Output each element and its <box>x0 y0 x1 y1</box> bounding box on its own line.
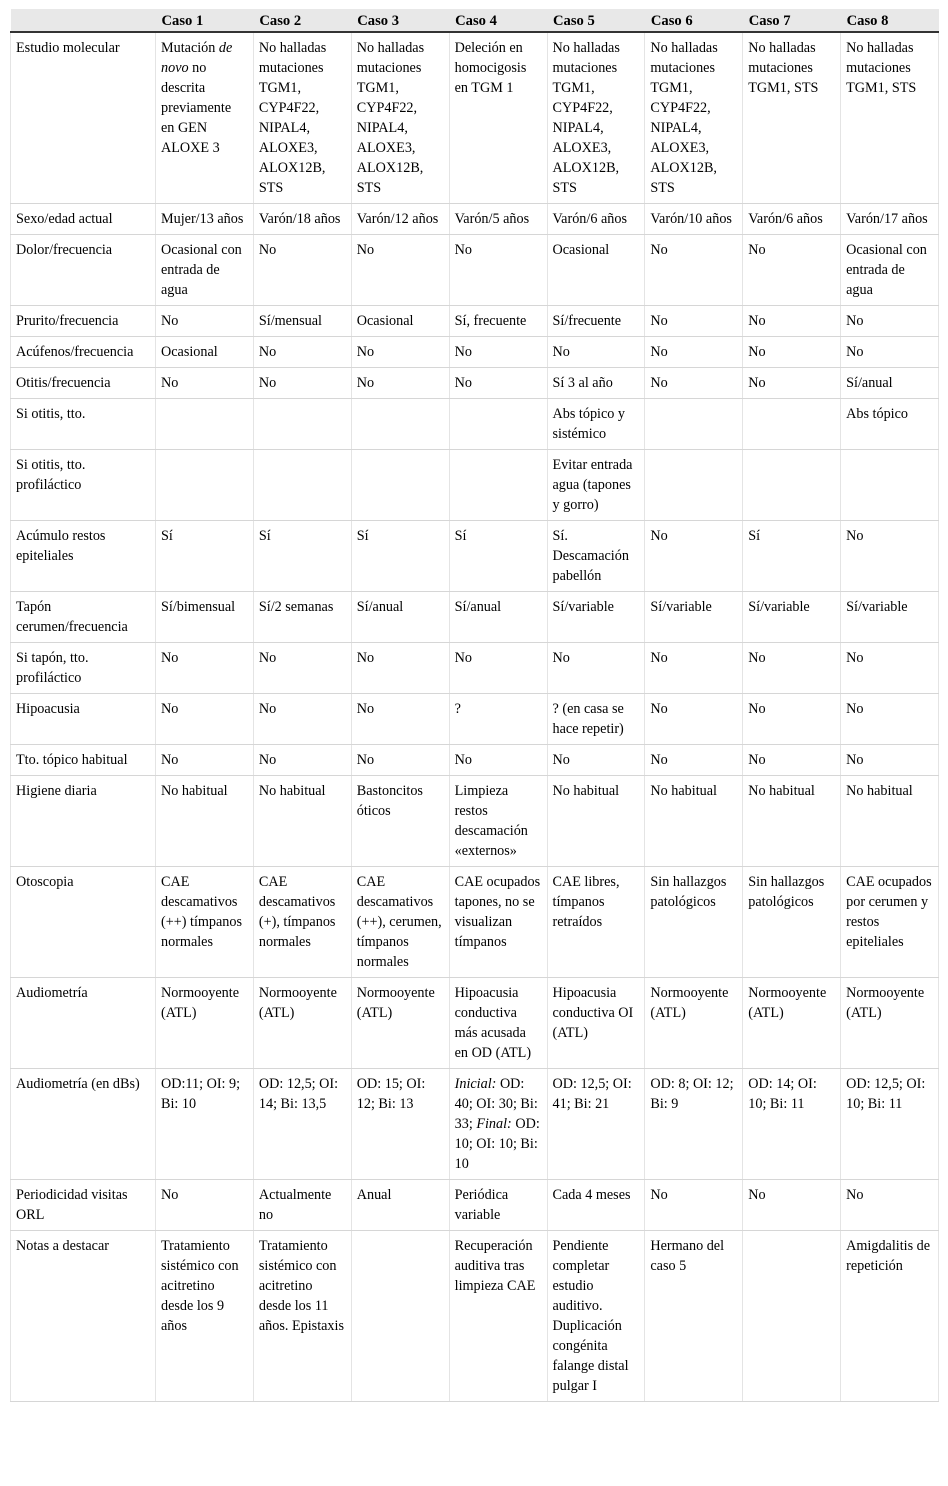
table-row <box>11 1180 939 1231</box>
table-cell-caso-8 <box>841 450 939 521</box>
table-body <box>11 32 939 1402</box>
table-cell-caso-4: Sí, frecuente <box>449 306 547 337</box>
table-cell-caso-6: No <box>645 1180 743 1231</box>
table-cell-caso-4: Inicial: OD: 40; OI: 30; Bi: 33; Final: OD: 10; OI: 10; Bi: 10 <box>449 1069 547 1180</box>
table-cell-caso-1: No <box>156 643 254 694</box>
table-cell-caso-6: No <box>645 521 743 592</box>
table-cell-caso-7 <box>743 450 841 521</box>
table-cell-caso-6: No habitual <box>645 776 743 867</box>
table-cell-caso-7: No halladas mutaciones TGM1, STS <box>743 32 841 204</box>
table-cell-caso-1: No <box>156 694 254 745</box>
table-cell-caso-4: Hipoacusia conductiva más acusada en OD (ATL) <box>449 978 547 1069</box>
table-cell-caso-4: Deleción en homocigosis en TGM 1 <box>449 32 547 204</box>
table-cell-caso-7: No <box>743 306 841 337</box>
table-cell-caso-3 <box>351 399 449 450</box>
table-cell-caso-5: Hipoacusia conductiva OI (ATL) <box>547 978 645 1069</box>
table-row <box>11 1069 939 1180</box>
table-cell-caso-5: CAE libres, tímpanos retraídos <box>547 867 645 978</box>
table-cell-caso-8: No <box>841 1180 939 1231</box>
table-cell-caso-3: No <box>351 643 449 694</box>
table-cell-caso-7: No <box>743 337 841 368</box>
table-cell-caso-3: Varón/12 años <box>351 204 449 235</box>
header-cell-caso-8: Caso 8 <box>841 10 939 33</box>
table-cell-caso-2: Sí/mensual <box>253 306 351 337</box>
table-cell-caso-2 <box>253 450 351 521</box>
table-cell-caso-1: Sí <box>156 521 254 592</box>
table-cell-caso-6: No <box>645 643 743 694</box>
table-row <box>11 204 939 235</box>
table-cell-caso-8: No <box>841 337 939 368</box>
table-cell-caso-3: Ocasional <box>351 306 449 337</box>
table-cell-caso-1: Ocasional con entrada de agua <box>156 235 254 306</box>
table-cell-caso-4: Varón/5 años <box>449 204 547 235</box>
table-cell-caso-8: Sí/variable <box>841 592 939 643</box>
row-label: Hipoacusia <box>11 694 156 745</box>
table-cell-caso-2: No <box>253 745 351 776</box>
table-cell-caso-2: OD: 12,5; OI: 14; Bi: 13,5 <box>253 1069 351 1180</box>
table-row <box>11 368 939 399</box>
table-cell-caso-1: No <box>156 306 254 337</box>
table-cell-caso-2: Actualmente no <box>253 1180 351 1231</box>
table-row <box>11 592 939 643</box>
table-cell-caso-3: No <box>351 235 449 306</box>
table-cell-caso-7: Sin hallazgos patológicos <box>743 867 841 978</box>
table-cell-caso-4 <box>449 399 547 450</box>
table-cell-caso-5: Sí/variable <box>547 592 645 643</box>
table-cell-caso-5: OD: 12,5; OI: 41; Bi: 21 <box>547 1069 645 1180</box>
header-cell-caso-2: Caso 2 <box>253 10 351 33</box>
table-cell-caso-2: No <box>253 337 351 368</box>
header-row <box>11 10 939 33</box>
table-cell-caso-4: No <box>449 745 547 776</box>
table-cell-caso-4: No <box>449 368 547 399</box>
table-cell-caso-5: ? (en casa se hace repetir) <box>547 694 645 745</box>
table-cell-caso-2: Tratamiento sistémico con acitretino desde los 11 años. Epistaxis <box>253 1231 351 1402</box>
row-label: Tapón cerumen/frecuencia <box>11 592 156 643</box>
table-cell-caso-4: Sí/anual <box>449 592 547 643</box>
table-cell-caso-8: No <box>841 643 939 694</box>
table-cell-caso-2: No <box>253 694 351 745</box>
table-cell-caso-3 <box>351 450 449 521</box>
table-cell-caso-8: No <box>841 745 939 776</box>
table-cell-caso-2: CAE descamativos (+), tímpanos normales <box>253 867 351 978</box>
table-cell-caso-4: No <box>449 337 547 368</box>
table-cell-caso-2: No halladas mutaciones TGM1, CYP4F22, NIPAL4, ALOXE3, ALOX12B, STS <box>253 32 351 204</box>
table-cell-caso-4: Sí <box>449 521 547 592</box>
row-label: Otitis/frecuencia <box>11 368 156 399</box>
table-cell-caso-1: Normooyente (ATL) <box>156 978 254 1069</box>
table-cell-caso-2: No <box>253 368 351 399</box>
table-cell-caso-7: No <box>743 694 841 745</box>
table-cell-caso-2: Varón/18 años <box>253 204 351 235</box>
table-cell-caso-6: Sí/variable <box>645 592 743 643</box>
header-cell-empty <box>11 10 156 33</box>
table-cell-caso-5: Pendiente completar estudio auditivo. Duplicación congénita falange distal pulgar I <box>547 1231 645 1402</box>
row-label: Dolor/frecuencia <box>11 235 156 306</box>
table-cell-caso-6: No <box>645 694 743 745</box>
table-cell-caso-4: CAE ocupados tapones, no se visualizan tímpanos <box>449 867 547 978</box>
table-cell-caso-6: No <box>645 745 743 776</box>
table-cell-caso-8: CAE ocupados por cerumen y restos epiteliales <box>841 867 939 978</box>
table-cell-caso-8: No halladas mutaciones TGM1, STS <box>841 32 939 204</box>
header-cell-caso-3: Caso 3 <box>351 10 449 33</box>
table-cell-caso-2: No <box>253 643 351 694</box>
row-label: Audiometría (en dBs) <box>11 1069 156 1180</box>
table-cell-caso-1: OD:11; OI: 9; Bi: 10 <box>156 1069 254 1180</box>
table-cell-caso-5: No <box>547 643 645 694</box>
row-label: Si tapón, tto. profiláctico <box>11 643 156 694</box>
table-cell-caso-2: Sí/2 semanas <box>253 592 351 643</box>
table-row <box>11 235 939 306</box>
table-cell-caso-5: Sí 3 al año <box>547 368 645 399</box>
table-cell-caso-7 <box>743 1231 841 1402</box>
table-cell-caso-3: Sí/anual <box>351 592 449 643</box>
row-label: Prurito/frecuencia <box>11 306 156 337</box>
table-row <box>11 32 939 204</box>
table-cell-caso-3: OD: 15; OI: 12; Bi: 13 <box>351 1069 449 1180</box>
table-header <box>11 10 939 33</box>
table-cell-caso-6: No <box>645 306 743 337</box>
table-cell-caso-8: No <box>841 694 939 745</box>
table-cell-caso-5: Abs tópico y sistémico <box>547 399 645 450</box>
table-cell-caso-6: No <box>645 337 743 368</box>
header-cell-caso-5: Caso 5 <box>547 10 645 33</box>
table-cell-caso-3: Anual <box>351 1180 449 1231</box>
row-label: Tto. tópico habitual <box>11 745 156 776</box>
clinical-cases-table <box>10 9 939 1402</box>
table-cell-caso-2 <box>253 399 351 450</box>
row-label: Periodicidad visitas ORL <box>11 1180 156 1231</box>
table-row <box>11 1231 939 1402</box>
table-cell-caso-3: No <box>351 368 449 399</box>
row-label: Estudio molecular <box>11 32 156 204</box>
row-label: Higiene diaria <box>11 776 156 867</box>
table-cell-caso-7: OD: 14; OI: 10; Bi: 11 <box>743 1069 841 1180</box>
table-row <box>11 694 939 745</box>
table-row <box>11 521 939 592</box>
table-cell-caso-5: Ocasional <box>547 235 645 306</box>
table-cell-caso-2: Normooyente (ATL) <box>253 978 351 1069</box>
table-cell-caso-4 <box>449 450 547 521</box>
table-cell-caso-3: Normooyente (ATL) <box>351 978 449 1069</box>
table-cell-caso-5: No <box>547 337 645 368</box>
table-row <box>11 450 939 521</box>
table-row <box>11 643 939 694</box>
table-cell-caso-1: CAE descamativos (++) tímpanos normales <box>156 867 254 978</box>
table-cell-caso-5: Cada 4 meses <box>547 1180 645 1231</box>
table-row <box>11 745 939 776</box>
table-cell-caso-6: No halladas mutaciones TGM1, CYP4F22, NIPAL4, ALOXE3, ALOX12B, STS <box>645 32 743 204</box>
table-cell-caso-1: Sí/bimensual <box>156 592 254 643</box>
table-cell-caso-5: No halladas mutaciones TGM1, CYP4F22, NIPAL4, ALOXE3, ALOX12B, STS <box>547 32 645 204</box>
table-cell-caso-8: Sí/anual <box>841 368 939 399</box>
table-cell-caso-1 <box>156 450 254 521</box>
table-cell-caso-1: Tratamiento sistémico con acitretino desde los 9 años <box>156 1231 254 1402</box>
table-cell-caso-7: Sí/variable <box>743 592 841 643</box>
table-cell-caso-1: Ocasional <box>156 337 254 368</box>
clinical-cases-table-container <box>10 9 938 1402</box>
table-cell-caso-1: Mujer/13 años <box>156 204 254 235</box>
row-label: Notas a destacar <box>11 1231 156 1402</box>
table-cell-caso-3: Sí <box>351 521 449 592</box>
table-cell-caso-8: No <box>841 521 939 592</box>
table-cell-caso-4: Limpieza restos descamación «externos» <box>449 776 547 867</box>
table-cell-caso-2: No habitual <box>253 776 351 867</box>
table-cell-caso-6: Sin hallazgos patológicos <box>645 867 743 978</box>
table-row <box>11 776 939 867</box>
header-cell-caso-6: Caso 6 <box>645 10 743 33</box>
table-row <box>11 337 939 368</box>
table-cell-caso-5: Sí/frecuente <box>547 306 645 337</box>
table-cell-caso-3 <box>351 1231 449 1402</box>
table-cell-caso-7 <box>743 399 841 450</box>
table-cell-caso-8: Ocasional con entrada de agua <box>841 235 939 306</box>
table-cell-caso-7: No <box>743 745 841 776</box>
header-cell-caso-1: Caso 1 <box>156 10 254 33</box>
table-cell-caso-5: No habitual <box>547 776 645 867</box>
table-cell-caso-8: Abs tópico <box>841 399 939 450</box>
table-cell-caso-5: No <box>547 745 645 776</box>
table-cell-caso-1: No habitual <box>156 776 254 867</box>
table-cell-caso-4: No <box>449 235 547 306</box>
table-cell-caso-4: ? <box>449 694 547 745</box>
table-cell-caso-7: No <box>743 643 841 694</box>
row-label: Acúfenos/frecuencia <box>11 337 156 368</box>
table-cell-caso-3: Bastoncitos óticos <box>351 776 449 867</box>
table-cell-caso-5: Evitar entrada agua (tapones y gorro) <box>547 450 645 521</box>
table-cell-caso-1 <box>156 399 254 450</box>
table-cell-caso-3: No halladas mutaciones TGM1, CYP4F22, NIPAL4, ALOXE3, ALOX12B, STS <box>351 32 449 204</box>
table-cell-caso-7: Varón/6 años <box>743 204 841 235</box>
table-cell-caso-5: Varón/6 años <box>547 204 645 235</box>
table-cell-caso-8: No habitual <box>841 776 939 867</box>
table-cell-caso-1: No <box>156 1180 254 1231</box>
row-label: Acúmulo restos epiteliales <box>11 521 156 592</box>
table-cell-caso-2: No <box>253 235 351 306</box>
table-cell-caso-1: No <box>156 368 254 399</box>
table-cell-caso-3: No <box>351 694 449 745</box>
header-cell-caso-7: Caso 7 <box>743 10 841 33</box>
table-cell-caso-3: No <box>351 337 449 368</box>
row-label: Audiometría <box>11 978 156 1069</box>
table-cell-caso-7: Normooyente (ATL) <box>743 978 841 1069</box>
table-cell-caso-1: Mutación de novo no descrita previamente en GEN ALOXE 3 <box>156 32 254 204</box>
table-cell-caso-5: Sí. Descamación pabellón <box>547 521 645 592</box>
table-cell-caso-8: Normooyente (ATL) <box>841 978 939 1069</box>
table-cell-caso-4: Periódica variable <box>449 1180 547 1231</box>
table-row <box>11 306 939 337</box>
table-cell-caso-3: CAE descamativos (++), cerumen, tímpanos normales <box>351 867 449 978</box>
table-cell-caso-4: No <box>449 643 547 694</box>
table-cell-caso-7: No habitual <box>743 776 841 867</box>
table-cell-caso-1: No <box>156 745 254 776</box>
table-cell-caso-8: OD: 12,5; OI: 10; Bi: 11 <box>841 1069 939 1180</box>
table-cell-caso-8: Amigdalitis de repetición <box>841 1231 939 1402</box>
table-row <box>11 978 939 1069</box>
table-cell-caso-6: Varón/10 años <box>645 204 743 235</box>
table-cell-caso-2: Sí <box>253 521 351 592</box>
row-label: Otoscopia <box>11 867 156 978</box>
table-cell-caso-4: Recuperación auditiva tras limpieza CAE <box>449 1231 547 1402</box>
table-cell-caso-6: OD: 8; OI: 12; Bi: 9 <box>645 1069 743 1180</box>
table-cell-caso-6: Normooyente (ATL) <box>645 978 743 1069</box>
table-cell-caso-6 <box>645 399 743 450</box>
table-row <box>11 867 939 978</box>
row-label: Si otitis, tto. profiláctico <box>11 450 156 521</box>
table-cell-caso-8: Varón/17 años <box>841 204 939 235</box>
row-label: Si otitis, tto. <box>11 399 156 450</box>
table-cell-caso-6: Hermano del caso 5 <box>645 1231 743 1402</box>
table-cell-caso-6 <box>645 450 743 521</box>
table-row <box>11 399 939 450</box>
table-cell-caso-7: No <box>743 368 841 399</box>
table-cell-caso-7: No <box>743 235 841 306</box>
header-cell-caso-4: Caso 4 <box>449 10 547 33</box>
table-cell-caso-8: No <box>841 306 939 337</box>
table-cell-caso-7: Sí <box>743 521 841 592</box>
table-cell-caso-3: No <box>351 745 449 776</box>
table-cell-caso-6: No <box>645 368 743 399</box>
table-cell-caso-6: No <box>645 235 743 306</box>
table-cell-caso-7: No <box>743 1180 841 1231</box>
row-label: Sexo/edad actual <box>11 204 156 235</box>
